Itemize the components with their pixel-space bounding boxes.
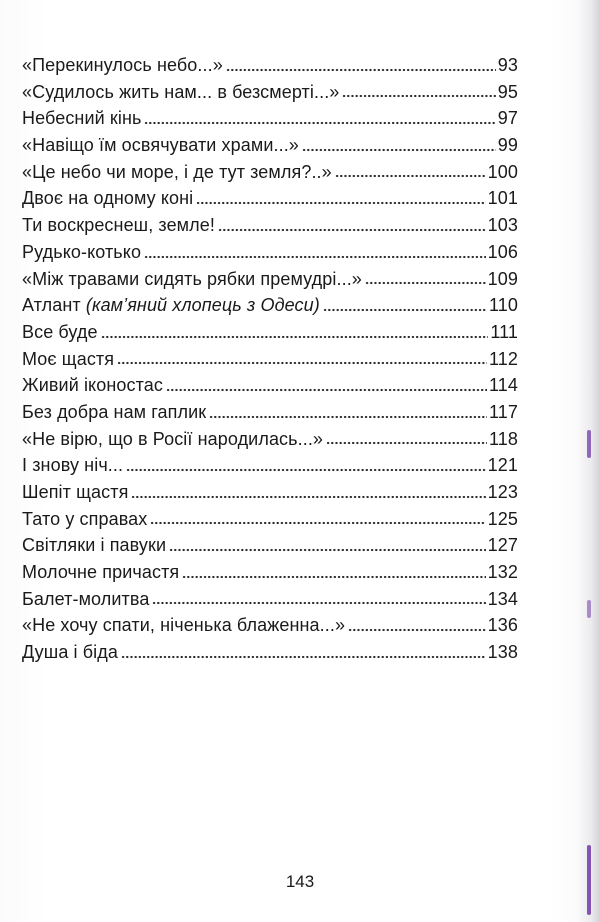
dot-leader bbox=[196, 200, 485, 206]
toc-entry bbox=[22, 266, 518, 293]
toc-entry bbox=[22, 346, 518, 373]
toc-entry-title bbox=[22, 426, 325, 453]
toc-entry-page: 112 bbox=[489, 348, 518, 369]
dot-leader bbox=[126, 467, 486, 473]
toc-entry-title bbox=[22, 532, 168, 559]
toc-entry bbox=[22, 639, 518, 666]
toc-entry-title-text: Світляки і павуки bbox=[22, 535, 167, 556]
toc-entry bbox=[22, 532, 518, 559]
toc-entry-title-text: Рудько-котько bbox=[22, 241, 142, 262]
dot-leader bbox=[169, 547, 486, 553]
dot-leader bbox=[166, 387, 487, 393]
toc-entry-page: 110 bbox=[489, 295, 518, 316]
toc-entry-title-text: «Судилось жить нам... в безсмерті...» bbox=[22, 81, 340, 102]
toc-entry bbox=[22, 426, 518, 453]
dot-leader bbox=[117, 360, 487, 366]
dot-leader bbox=[144, 120, 495, 126]
dot-leader bbox=[209, 414, 487, 420]
toc-entry-title bbox=[22, 132, 301, 159]
toc-entry-title-text: Душа і біда bbox=[22, 642, 118, 663]
toc-entry-page: 121 bbox=[487, 455, 518, 476]
toc-entry-title-text: Моє щастя bbox=[22, 348, 115, 369]
toc-entry-title bbox=[22, 399, 208, 426]
toc-entry bbox=[22, 372, 518, 399]
toc-entry-title bbox=[22, 346, 116, 373]
toc-entry-title bbox=[22, 159, 334, 186]
toc-entry bbox=[22, 452, 518, 479]
dot-leader bbox=[226, 67, 496, 73]
toc-entry-page: 123 bbox=[487, 482, 518, 502]
toc-entry-title bbox=[22, 612, 347, 639]
toc-entry bbox=[22, 399, 518, 426]
toc-entry-title bbox=[22, 266, 364, 293]
dot-leader bbox=[342, 93, 495, 99]
dot-leader bbox=[323, 307, 487, 313]
toc-entry-page: 125 bbox=[487, 508, 518, 529]
toc-entry-page: 97 bbox=[497, 108, 518, 129]
toc-entry-page: 111 bbox=[490, 321, 518, 342]
toc-entry-title bbox=[22, 239, 143, 266]
dot-leader bbox=[335, 173, 486, 179]
toc-entry-title-text: Живий іконостас bbox=[22, 375, 163, 396]
dot-leader bbox=[326, 440, 487, 446]
toc-entry-page: 100 bbox=[487, 161, 518, 182]
toc-entry-title-text: Без добра нам гаплик bbox=[22, 401, 207, 422]
toc-entry bbox=[22, 212, 518, 239]
toc-entry-page: 109 bbox=[487, 268, 518, 289]
toc-entry-title-text: Двоє на одному коні bbox=[22, 188, 194, 209]
toc-entry-title bbox=[22, 292, 322, 319]
dot-leader bbox=[365, 280, 486, 286]
dot-leader bbox=[131, 494, 485, 500]
toc-entry-title bbox=[22, 212, 217, 239]
toc-entry-title-text: Шепіт щастя bbox=[22, 482, 129, 502]
dot-leader bbox=[150, 520, 485, 526]
toc-entry bbox=[22, 479, 518, 506]
toc-entry-title-text: Все буде bbox=[22, 321, 98, 342]
toc-entry bbox=[22, 239, 518, 266]
toc-entry-subtitle: (кам’яний хлопець з Одеси) bbox=[85, 295, 320, 316]
toc-entry-title bbox=[22, 185, 195, 212]
toc-entry-title bbox=[22, 79, 341, 106]
toc-entry-title bbox=[22, 372, 165, 399]
dot-leader bbox=[302, 147, 496, 153]
toc-entry-title-text: Небесний кінь bbox=[22, 108, 142, 129]
toc-entry-title-text: «Не хочу спати, ніченька блаженна...» bbox=[22, 615, 346, 636]
toc-entry-title-text: Атлант bbox=[22, 295, 81, 316]
dot-leader bbox=[144, 254, 486, 260]
toc-entry-page: 127 bbox=[487, 535, 518, 556]
toc-entry-title bbox=[22, 52, 225, 79]
toc-entry-title-text: Тато у справах bbox=[22, 508, 148, 529]
dot-leader bbox=[152, 600, 485, 606]
toc-entry bbox=[22, 79, 518, 106]
dot-leader bbox=[182, 574, 485, 580]
page-edge-shadow bbox=[578, 0, 600, 922]
toc-entry-title-text: «Між травами сидять рябки премудрі...» bbox=[22, 268, 362, 289]
table-of-contents bbox=[22, 52, 518, 666]
toc-entry-page: 117 bbox=[489, 401, 518, 422]
dot-leader bbox=[101, 334, 489, 340]
toc-entry-title bbox=[22, 506, 149, 533]
toc-entry-title-text: Балет-молитва bbox=[22, 588, 150, 609]
toc-entry-title-text: «Навіщо їм освячувати храми...» bbox=[22, 135, 299, 156]
toc-entry-title-text: «Перекинулось небо...» bbox=[22, 55, 223, 75]
toc-entry-page: 106 bbox=[487, 241, 518, 262]
toc-entry-page: 93 bbox=[497, 55, 518, 75]
dot-leader bbox=[218, 227, 486, 233]
toc-entry-title bbox=[22, 105, 143, 132]
toc-entry bbox=[22, 159, 518, 186]
toc-entry-title bbox=[22, 319, 100, 346]
page-edge-mark bbox=[587, 600, 591, 618]
toc-entry-title-text: «Не вірю, що в Росії народилась...» bbox=[22, 428, 324, 449]
toc-entry-page: 136 bbox=[487, 615, 518, 636]
toc-entry-page: 99 bbox=[497, 135, 518, 156]
dot-leader bbox=[121, 654, 486, 660]
toc-entry-page: 103 bbox=[487, 215, 518, 236]
toc-entry-page: 132 bbox=[487, 562, 518, 583]
toc-entry bbox=[22, 559, 518, 586]
toc-entry bbox=[22, 185, 518, 212]
toc-entry-title bbox=[22, 479, 130, 506]
toc-entry-page: 101 bbox=[487, 188, 518, 209]
toc-entry bbox=[22, 132, 518, 159]
toc-entry-title bbox=[22, 586, 151, 613]
toc-entry bbox=[22, 612, 518, 639]
toc-entry-page: 95 bbox=[497, 81, 518, 102]
toc-entry bbox=[22, 292, 518, 319]
dot-leader bbox=[348, 627, 486, 633]
toc-entry-title-text: «Це небо чи море, і де тут земля?..» bbox=[22, 161, 332, 182]
toc-entry-page: 114 bbox=[489, 375, 518, 396]
toc-entry bbox=[22, 506, 518, 533]
toc-entry-title bbox=[22, 639, 120, 666]
toc-entry bbox=[22, 586, 518, 613]
page-number: 143 bbox=[285, 872, 315, 891]
toc-entry-page: 138 bbox=[487, 642, 518, 663]
toc-entry-title-text: І знову ніч... bbox=[22, 455, 124, 476]
toc-entry-page: 118 bbox=[489, 428, 518, 449]
toc-entry-page: 134 bbox=[487, 588, 518, 609]
toc-entry-title bbox=[22, 559, 181, 586]
toc-entry-title-text: Ти воскреснеш, земле! bbox=[22, 215, 215, 236]
toc-entry-title-text: Молочне причастя bbox=[22, 562, 180, 583]
page-edge-mark bbox=[587, 430, 591, 458]
toc-entry bbox=[22, 319, 518, 346]
toc-entry bbox=[22, 52, 518, 79]
toc-entry bbox=[22, 105, 518, 132]
toc-entry-title bbox=[22, 452, 125, 479]
